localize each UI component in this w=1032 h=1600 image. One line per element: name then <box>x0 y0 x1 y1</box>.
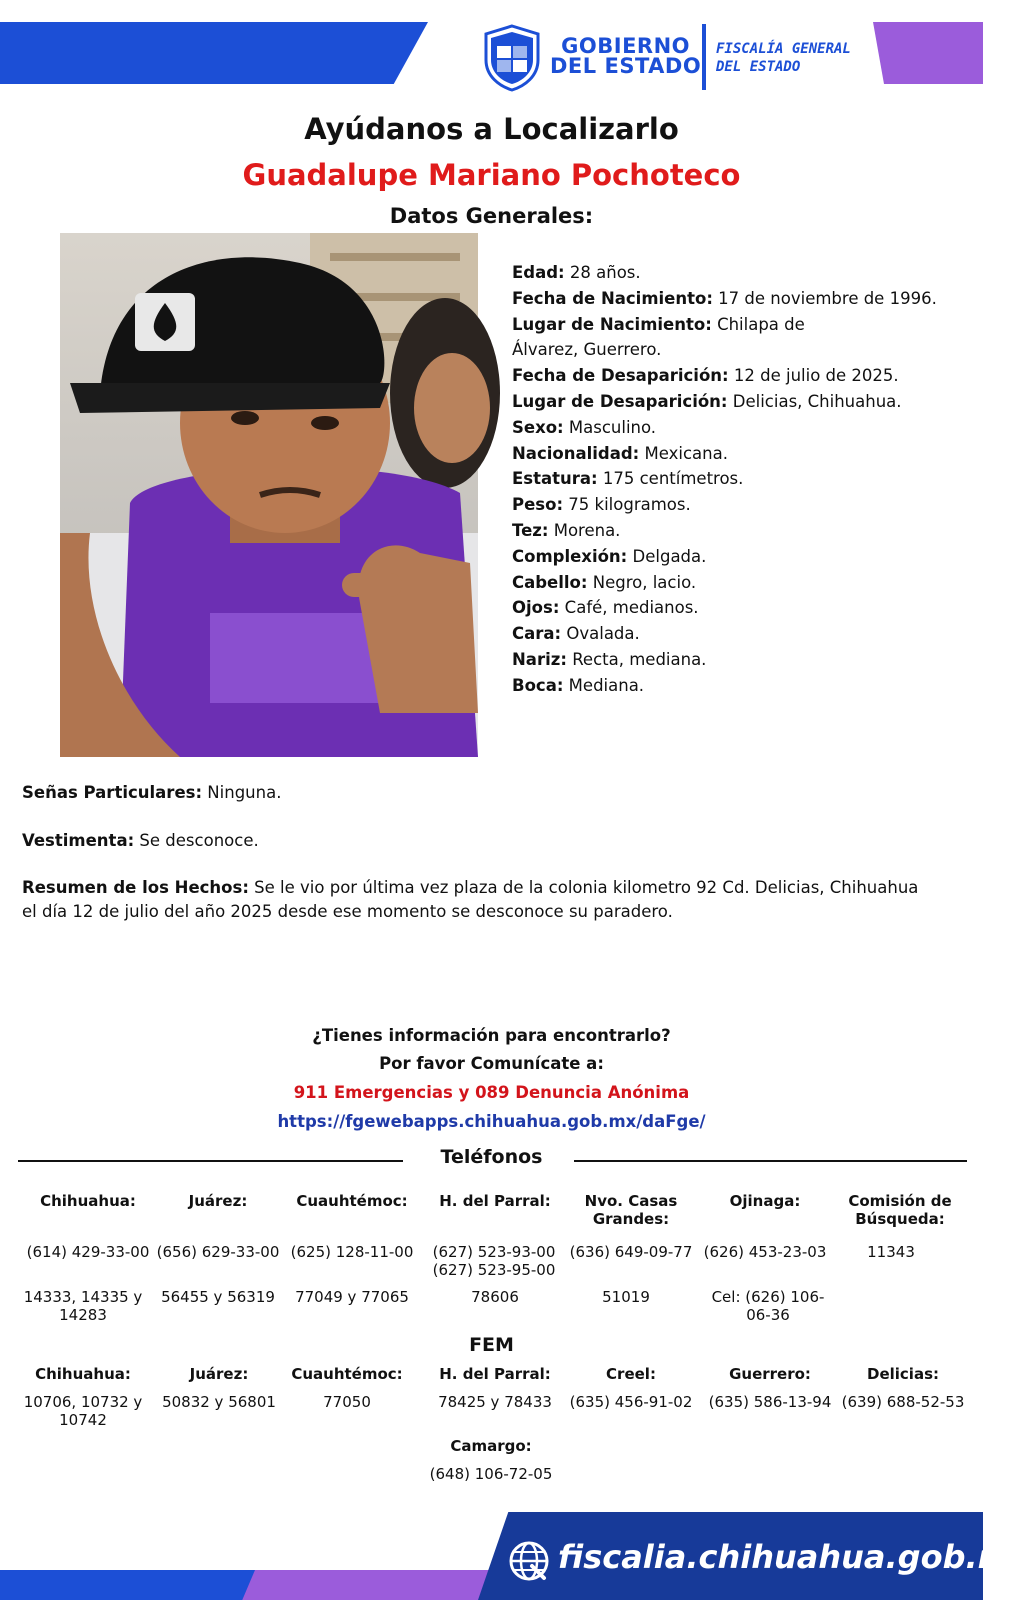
label-edad: Edad: <box>512 263 565 282</box>
data-row-fecha-nacimiento <box>512 286 952 312</box>
section-title: Datos Generales: <box>389 204 594 228</box>
header-purple-band <box>873 22 983 84</box>
label-fecha-desaparicion: Fecha de Desaparición: <box>512 366 729 386</box>
value-ojos: Café, medianos. <box>559 598 699 618</box>
value-sexo: Masculino. <box>563 417 657 437</box>
fem-head-delicias: Delicias: <box>867 1365 939 1383</box>
value-complexion: Delgada. <box>627 546 707 566</box>
fem-value-guerrero: (635) 586-13-94 <box>708 1393 832 1411</box>
tel-head-cuauhtemoc: Cuauhtémoc: <box>296 1192 408 1210</box>
label-sexo: Sexo: <box>512 417 564 437</box>
tel-ext-chihuahua: 14333, 14335 y 14283 <box>23 1288 143 1324</box>
data-row-fecha-desaparicion <box>512 363 952 389</box>
value-tez: Morena. <box>548 520 621 540</box>
tel-ext-nvo-casas-grandes: 51019 <box>602 1288 650 1306</box>
missing-person-name: Guadalupe Mariano Pochoteco <box>242 158 741 192</box>
data-row-lugar-desaparicion <box>512 389 952 415</box>
fem-value-cuauhtemoc: 77050 <box>323 1393 371 1411</box>
value-fecha-desaparicion: 12 de julio de 2025. <box>728 366 899 386</box>
fem-head-parral: H. del Parral: <box>439 1365 551 1383</box>
tel-phone-ojinaga: (626) 453-23-03 <box>703 1243 827 1261</box>
value-peso: 75 kilogramos. <box>563 495 691 515</box>
value-cabello: Negro, lacio. <box>587 572 697 592</box>
data-row-tez <box>512 518 952 544</box>
value-estatura: 175 centímetros. <box>597 469 744 489</box>
tel-ext-juarez: 56455 y 56319 <box>161 1288 275 1306</box>
data-row-edad <box>512 260 952 286</box>
tel-phone-juarez: (656) 629-33-00 <box>156 1243 280 1261</box>
gobierno-logo-text <box>550 36 701 76</box>
data-row-boca <box>512 673 952 699</box>
general-data-list <box>512 260 952 699</box>
fem-title: FEM <box>469 1334 514 1356</box>
data-row-cabello <box>512 570 952 596</box>
tel-phone-chihuahua: (614) 429-33-00 <box>26 1243 150 1261</box>
label-nariz: Nariz: <box>512 649 567 669</box>
data-row-complexion <box>512 544 952 570</box>
value-lugar-desaparicion: Delicias, Chihuahua. <box>727 391 902 411</box>
label-estatura: Estatura: <box>512 469 598 489</box>
tel-phone-nvo-casas-grandes: (636) 649-09-77 <box>569 1243 693 1261</box>
senas-label: Señas Particulares: <box>22 783 203 802</box>
senas-particulares <box>22 781 952 805</box>
resumen-value: Se le vio por última vez plaza de la colonia kilometro 92 Cd. Delicias, Chihuahua el día 12 de julio del año 2025 desde ese momento se desconoce su paradero. <box>22 878 919 921</box>
tel-ext-ojinaga: Cel: (626) 106-06-36 <box>711 1288 825 1324</box>
contact-question: ¿Tienes información para encontrarlo? <box>312 1026 671 1045</box>
data-row-nacionalidad <box>512 441 952 467</box>
logo-separator <box>702 24 706 90</box>
vestimenta-value: Se desconoce. <box>134 831 259 850</box>
tel-phone-comision: 11343 <box>867 1243 915 1261</box>
value-boca: Mediana. <box>563 675 645 695</box>
fem-value-delicias: (639) 688-52-53 <box>841 1393 965 1411</box>
person-photo <box>60 233 478 757</box>
data-row-ojos <box>512 595 952 621</box>
label-cabello: Cabello: <box>512 572 588 592</box>
fem-head-juarez: Juárez: <box>189 1365 249 1383</box>
footer-blue-strip <box>0 1570 255 1600</box>
value-edad: 28 años. <box>564 263 641 282</box>
fem-head-chihuahua: Chihuahua: <box>35 1365 131 1383</box>
globe-icon <box>508 1540 550 1582</box>
tel-ext-cuauhtemoc: 77049 y 77065 <box>295 1288 409 1306</box>
fiscalia-line2: DEL ESTADO <box>716 59 801 75</box>
label-boca: Boca: <box>512 675 564 695</box>
label-fecha-nacimiento: Fecha de Nacimiento: <box>512 288 713 308</box>
fem-value-chihuahua: 10706, 10732 y 10742 <box>23 1393 143 1429</box>
data-row-cara <box>512 621 952 647</box>
senas-value: Ninguna. <box>202 783 282 802</box>
value-nacionalidad: Mexicana. <box>639 443 728 463</box>
data-row-nariz <box>512 647 952 673</box>
tel-phone-parral: (627) 523-93-00 (627) 523-95-00 <box>432 1243 556 1279</box>
data-row-peso <box>512 492 952 518</box>
fiscalia-logo-text <box>716 40 851 76</box>
fem-value-parral: 78425 y 78433 <box>438 1393 552 1411</box>
emergency-numbers: 911 Emergencias y 089 Denuncia Anónima <box>293 1083 690 1102</box>
telefonos-title: Teléfonos <box>440 1146 543 1168</box>
tel-head-ojinaga: Ojinaga: <box>729 1192 801 1210</box>
footer-site-link[interactable]: fiscalia.chihuahua.gob.mx <box>558 1538 1032 1576</box>
fem-head-camargo: Camargo: <box>450 1437 532 1455</box>
label-peso: Peso: <box>512 495 564 515</box>
fem-head-cuauhtemoc: Cuauhtémoc: <box>291 1365 403 1383</box>
header-blue-band <box>0 22 428 84</box>
tel-head-parral: H. del Parral: <box>439 1192 551 1210</box>
gobierno-line1: GOBIERNO <box>561 34 691 58</box>
label-nacionalidad: Nacionalidad: <box>512 443 640 463</box>
label-ojos: Ojos: <box>512 598 560 618</box>
denuncia-url-link[interactable]: https://fgewebapps.chihuahua.gob.mx/daFge/ <box>277 1112 706 1131</box>
fem-value-camargo: (648) 106-72-05 <box>429 1465 553 1483</box>
value-fecha-nacimiento: 17 de noviembre de 1996. <box>712 288 937 308</box>
value-nariz: Recta, mediana. <box>566 649 707 669</box>
label-lugar-desaparicion: Lugar de Desaparición: <box>512 391 728 411</box>
label-complexion: Complexión: <box>512 546 628 566</box>
resumen-hechos <box>22 876 922 924</box>
data-row-sexo <box>512 415 952 441</box>
photo-illustration <box>60 233 478 757</box>
tel-head-nvo-casas-grandes: Nvo. Casas Grandes: <box>584 1192 678 1228</box>
tel-phone-cuauhtemoc: (625) 128-11-00 <box>290 1243 414 1261</box>
tel-head-juarez: Juárez: <box>188 1192 248 1210</box>
resumen-label: Resumen de los Hechos: <box>22 878 249 897</box>
label-tez: Tez: <box>512 520 549 540</box>
tel-ext-parral: 78606 <box>471 1288 519 1306</box>
vestimenta <box>22 829 952 853</box>
fem-value-juarez: 50832 y 56801 <box>162 1393 276 1411</box>
gobierno-line2: DEL ESTADO <box>550 54 702 78</box>
contact-please: Por favor Comunícate a: <box>379 1054 604 1073</box>
tel-head-chihuahua: Chihuahua: <box>40 1192 136 1210</box>
fiscalia-line1: FISCALÍA GENERAL <box>716 41 851 57</box>
state-shield-icon <box>483 24 541 92</box>
fem-head-guerrero: Guerrero: <box>729 1365 811 1383</box>
page-title: Ayúdanos a Localizarlo <box>304 112 679 146</box>
data-row-lugar-nacimiento <box>512 312 862 364</box>
fem-value-creel: (635) 456-91-02 <box>569 1393 693 1411</box>
value-cara: Ovalada. <box>561 624 640 644</box>
fem-head-creel: Creel: <box>606 1365 656 1383</box>
label-lugar-nacimiento: Lugar de Nacimiento: <box>512 314 712 334</box>
value-lugar-nacimiento: Chilapa de Álvarez, Guerrero. <box>512 314 805 360</box>
label-cara: Cara: <box>512 624 562 644</box>
tel-head-comision: Comisión de Búsqueda: <box>848 1192 952 1228</box>
data-row-estatura <box>512 466 952 492</box>
vestimenta-label: Vestimenta: <box>22 831 135 850</box>
